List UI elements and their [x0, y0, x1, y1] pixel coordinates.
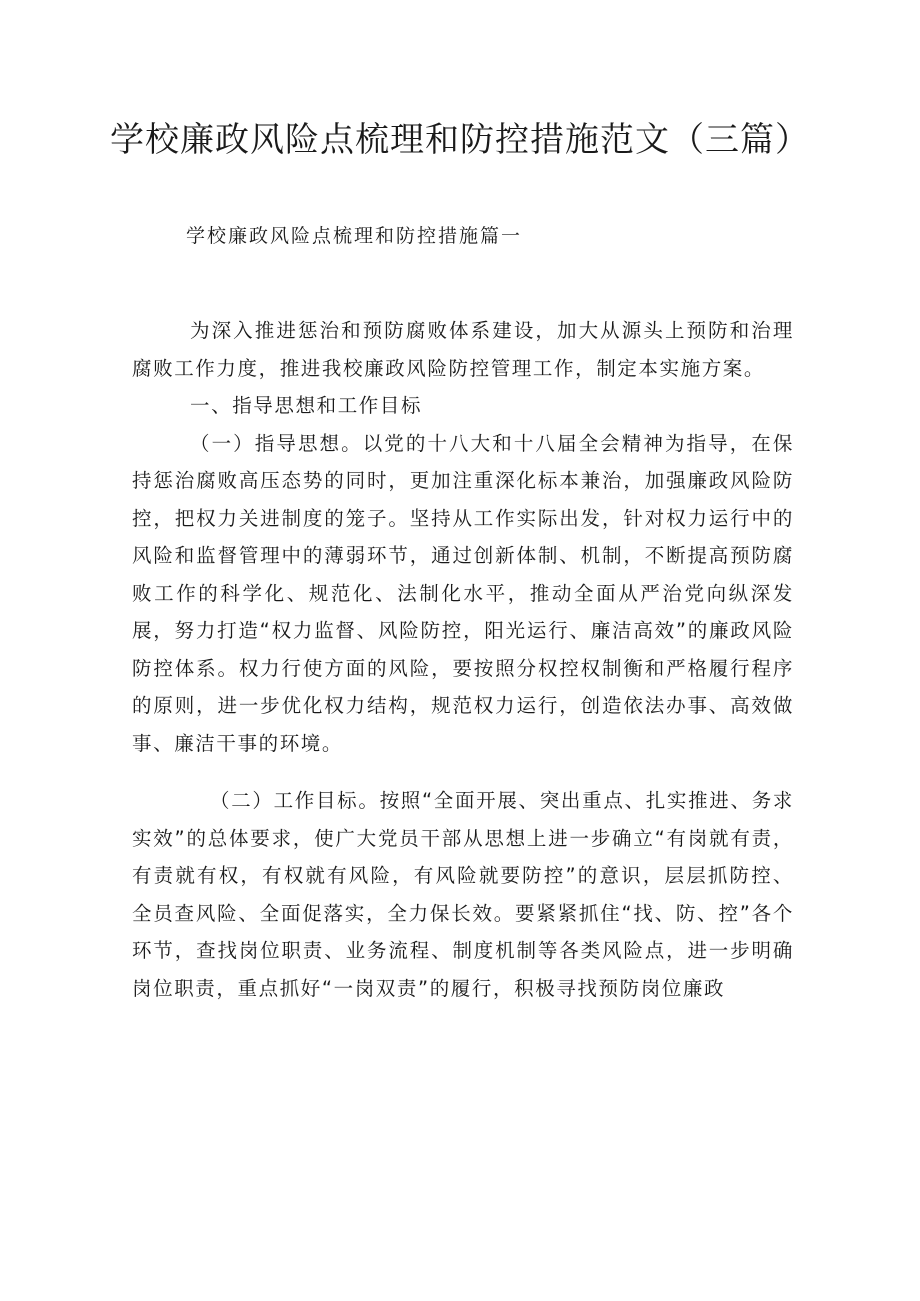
document-title: 学校廉政风险点梳理和防控措施范文（三篇）	[110, 120, 810, 160]
work-goal-paragraph: （二）工作目标。按照“全面开展、突出重点、扎实推进、务求实效”的总体要求，使广大党员干部从思想上进一步确立“有岗就有责，有责就有权，有权就有风险，有风险就要防控”的意识，层层抓防控、全员查风险、全面促落实，全力保长效。要紧紧抓住“找、防、控”各个环节，查找岗位职责、业务流程、制度机制等各类风险点，进一步明确岗位职责，重点抓好“一岗双责”的履行，积极寻找预防岗位廉政	[132, 789, 794, 1000]
guiding-thought-paragraph: （一）指导思想。以党的十八大和十八届全会精神为指导，在保持惩治腐败高压态势的同时，更加注重深化标本兼治，加强廉政风险防控，把权力关进制度的笼子。坚持从工作实际出发，针对权力运行中的风险和监督管理中的薄弱环节，通过创新体制、机制，不断提高预防腐败工作的科学化、规范化、法制化水平，推动全面从严治党向纵深发展，努力打造“权力监督、风险防控，阳光运行、廉洁高效”的廉政风险防控体系。权力行使方面的风险，要按照分权控权制衡和严格履行程序的原则，进一步优化权力结构，规范权力运行，创造依法办事、高效做事、廉洁干事的环境。	[132, 431, 794, 755]
document-body	[132, 312, 794, 1007]
intro-paragraph: 为深入推进惩治和预防腐败体系建设，加大从源头上预防和治理腐败工作力度，推进我校廉政风险防控管理工作，制定本实施方案。	[132, 319, 794, 380]
section-subtitle: 学校廉政风险点梳理和防控措施篇一	[186, 225, 523, 247]
section-heading: 一、指导思想和工作目标	[190, 394, 423, 417]
